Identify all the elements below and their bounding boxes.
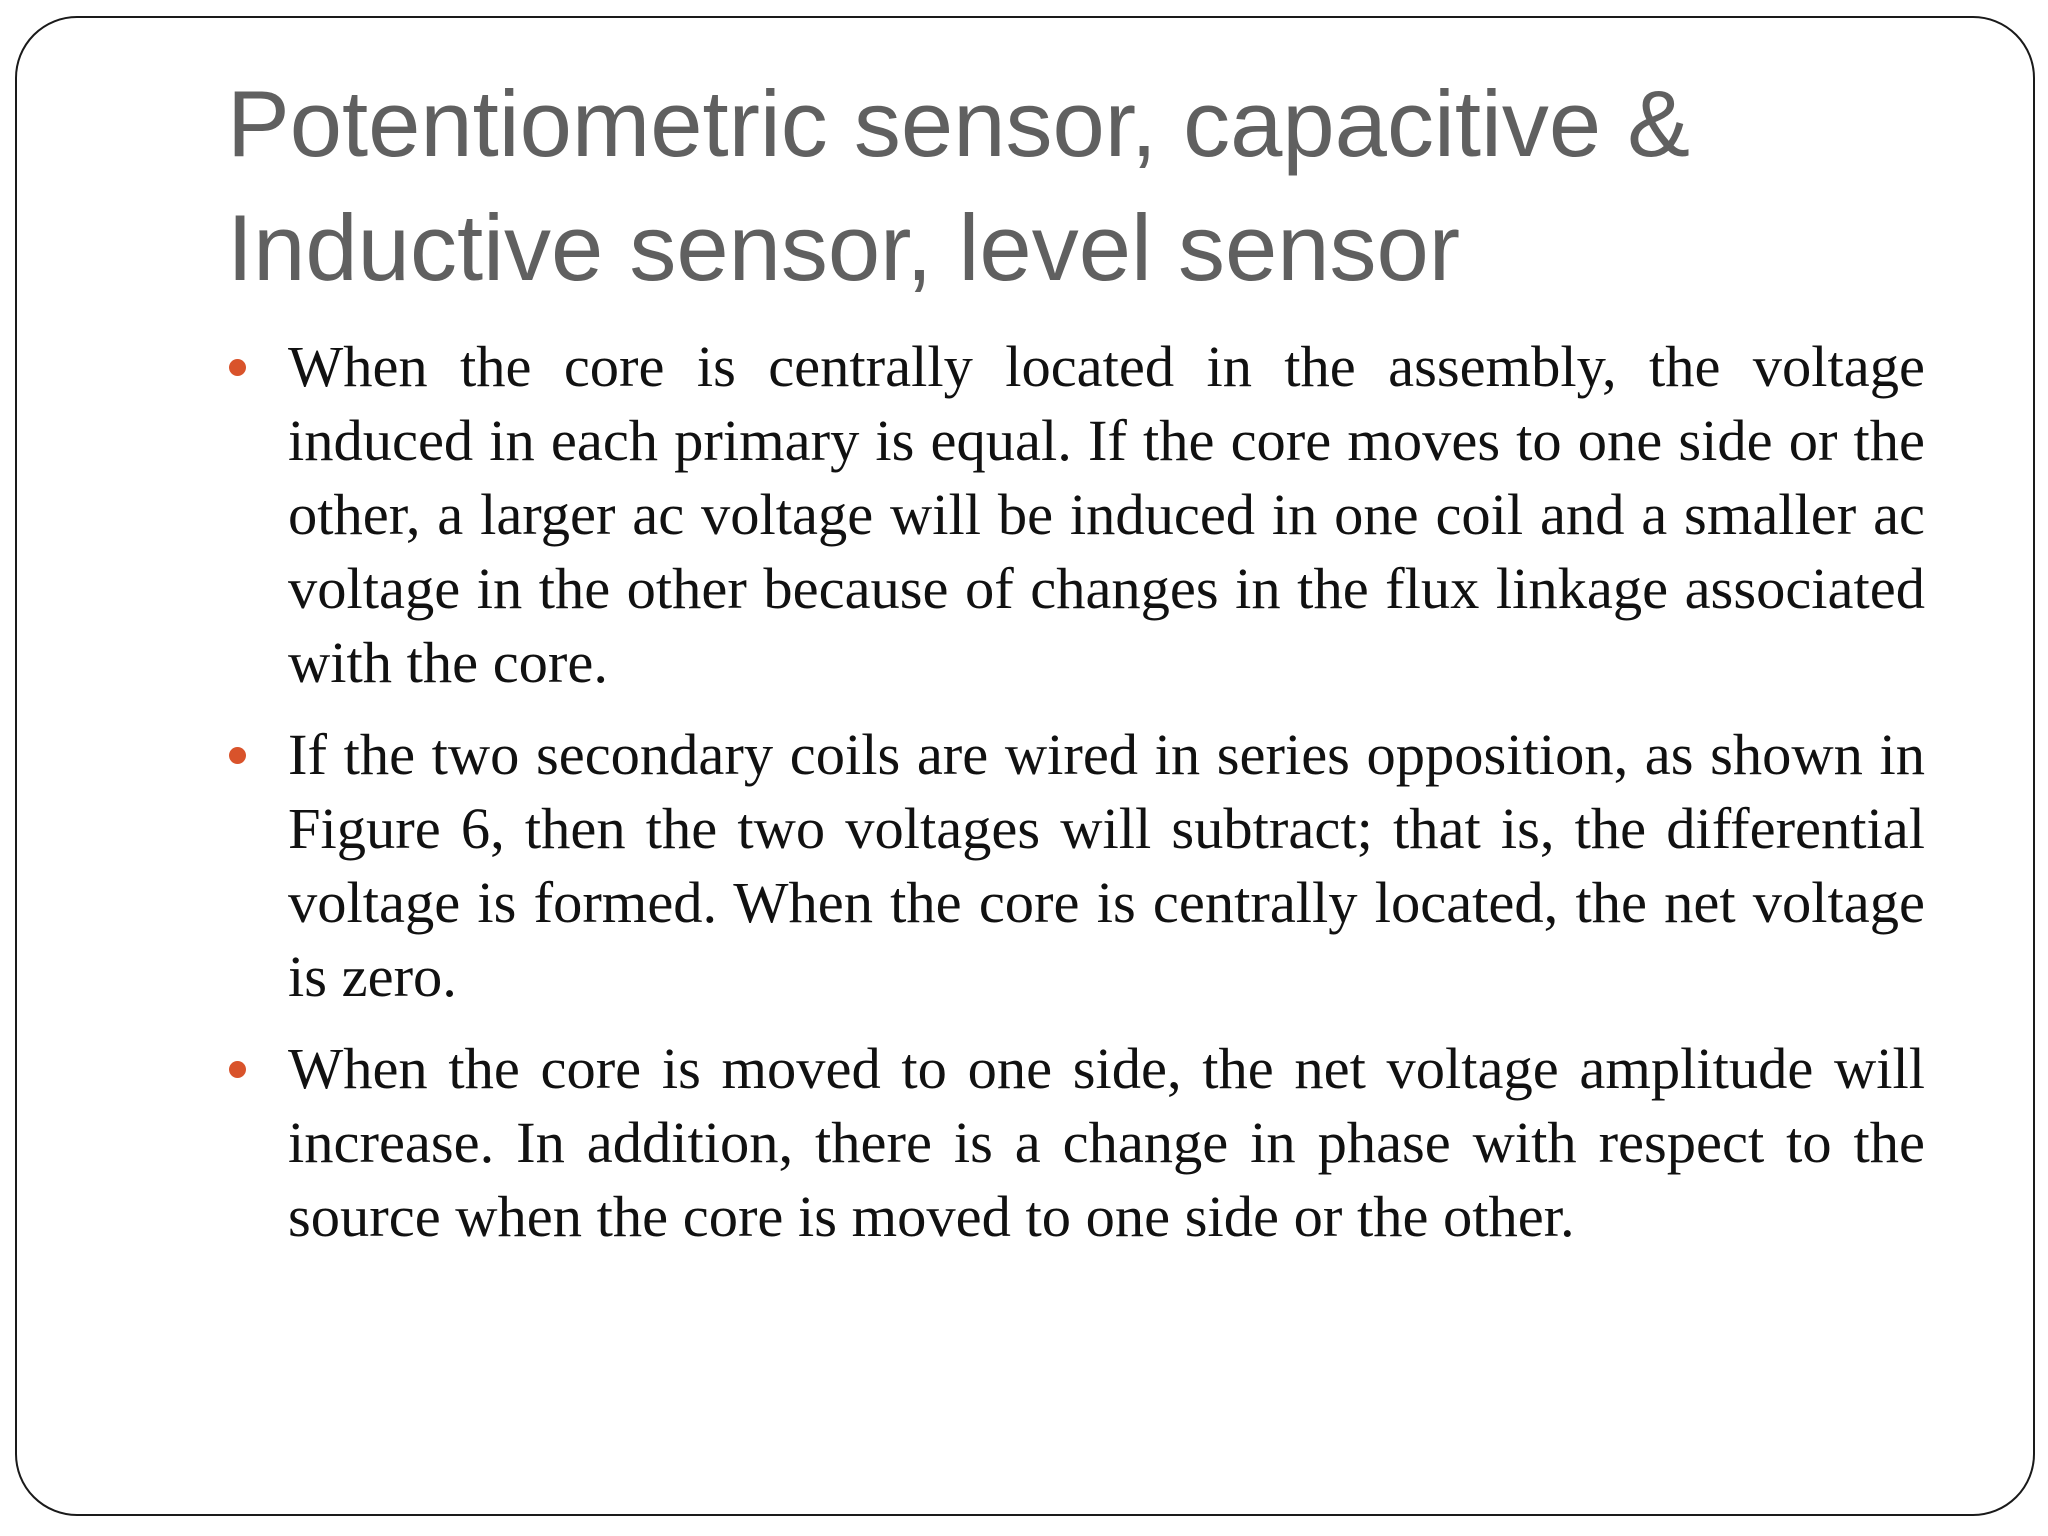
bullet-item (288, 718, 1925, 1014)
bullet-text: When the core is moved to one side, the net voltage amplitude will increase. In addition, there is a change in phase with respect to the source when the core is moved to one side or the other. (288, 1036, 1925, 1249)
slide-title-line-1: Potentiometric sensor, capacitive & (227, 71, 1690, 176)
bullet-dot-icon (229, 359, 246, 376)
bullet-item (288, 1032, 1925, 1254)
slide-title (227, 62, 1927, 310)
bullet-dot-icon (229, 747, 246, 764)
bullet-item (288, 330, 1925, 700)
bullet-dot-icon (229, 1061, 246, 1078)
bullet-text: When the core is centrally located in the assembly, the voltage induced in each primary is equal. If the core moves to one side or the other, a larger ac voltage will be induced in one coil and a smaller ac voltage in the other because of changes in the flux linkage associated with the core. (288, 334, 1925, 695)
bullet-list (288, 330, 1925, 1272)
bullet-text: If the two secondary coils are wired in series opposition, as shown in Figure 6, then the two voltages will subtract; that is, the differential voltage is formed. When the core is centrally located, the net voltage is zero. (288, 722, 1925, 1009)
slide-title-line-2: Inductive sensor, level sensor (227, 195, 1461, 300)
